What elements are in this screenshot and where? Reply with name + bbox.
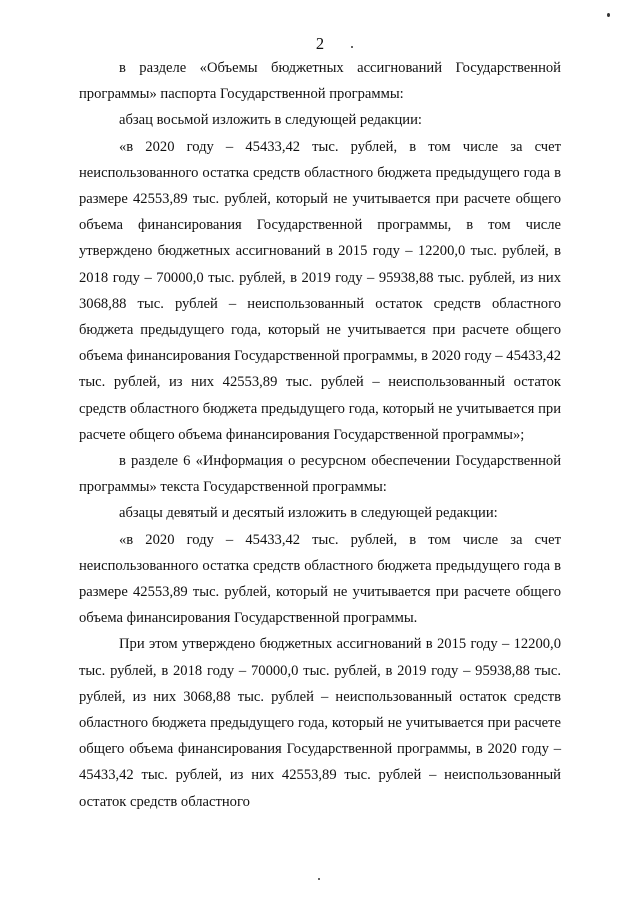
document-body (79, 55, 561, 815)
paragraph-funding-quote-2: «в 2020 году – 45433,42 тыс. рублей, в том числе за счет неиспользованного остатка средств областного бюджета предыдущего года в размере 42553,89 тыс. рублей, который не учитывается при расчете общего объема финансирования Государственной программы. (79, 531, 561, 627)
paragraph-allocations: При этом утверждено бюджетных ассигнований в 2015 году – 12200,0 тыс. рублей, в 2018 году – 70000,0 тыс. рублей, в 2019 году – 95938,88 тыс. рублей, из них 3068,88 тыс. рублей – неиспользованный остаток средств областного бюджета предыдущего года, который не учитывается при расчете общего объема финансирования Государственной программы, в 2020 году – 45433,42 тыс. рублей, из них 42553,89 тыс. рублей – неиспользованный остаток средств областного (79, 636, 561, 810)
paragraph-section-6-header: в разделе 6 «Информация о ресурсном обеспечении Государственной программы» текста Государственной программы: (79, 453, 561, 496)
scan-speck (318, 878, 320, 880)
paragraph-funding-quote-1: «в 2020 году – 45433,42 тыс. рублей, в том числе за счет неиспользованного остатка средств областного бюджета предыдущего года в размере 42553,89 тыс. рублей, который не учитывается при расчете общего объема финансирования Государственной программы, в том числе утверждено бюджетных ассигнований в 2015 году – 12200,0 тыс. рублей, в 2018 году – 70000,0 тыс. рублей, в 2019 году – 95938,88 тыс. рублей, из них 3068,88 тыс. рублей – неиспользованный остаток средств областного бюджета предыдущего года, который не учитывается при расчете общего объема финансирования Государственной программы, в 2020 году – 45433,42 тыс. рублей, из них 42553,89 тыс. рублей – неиспользованный остаток средств областного бюджета предыдущего года, который не учитывается при расчете общего объема финансирования Государственной программы»; (79, 138, 561, 443)
scan-speck (351, 46, 353, 48)
scan-speck (607, 13, 610, 17)
page-number: 2 (315, 34, 325, 53)
paragraph-eighth-abzac: абзац восьмой изложить в следующей редакции: (119, 112, 422, 129)
paragraph-ninth-tenth-abzac: абзацы девятый и десятый изложить в следующей редакции: (119, 505, 498, 522)
paragraph-section-header-passport: в разделе «Объемы бюджетных ассигнований Государственной программы» паспорта Государственной программы: (79, 60, 561, 103)
